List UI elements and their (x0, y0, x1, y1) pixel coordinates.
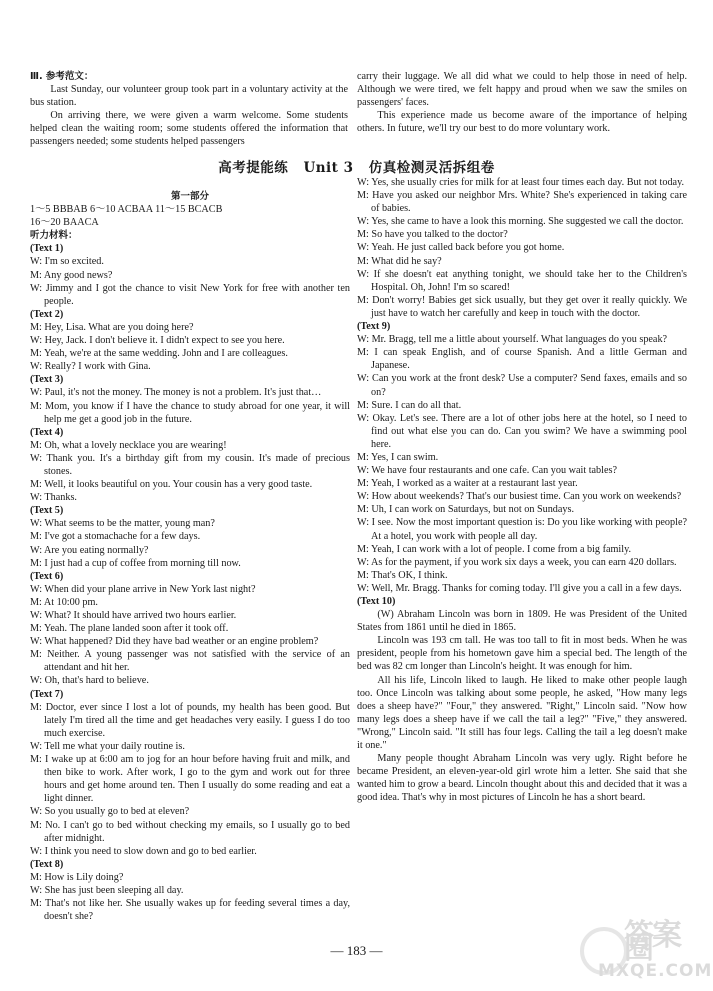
text-label: (Text 8) (30, 858, 64, 870)
model-essay-left (30, 70, 348, 149)
dialogue-line: W: Hey, Jack. I don't believe it. I didn't expect to see you here. (30, 335, 285, 347)
dialogue-line: M: Yeah, I worked as a waiter at a restaurant last year. (357, 478, 578, 490)
dialogue-line: M: Well, it looks beautiful on you. Your cousin has a very good taste. (30, 479, 313, 491)
dialogue-line: W: She has just been sleeping all day. (30, 884, 184, 896)
dialogue-line: W: What? It should have arrived two hours earlier. (30, 610, 237, 621)
dialogue-line: M: Yeah, we're at the same wedding. John and I are colleagues. (30, 348, 288, 360)
passage-paragraph: All his life, Lincoln liked to laugh. He liked to make other people laugh too. Once Lincoln was talking about some people, he asked, "How many legs does a sheep have?" "Four," they answered. "Right," Lincoln said. "Now how many legs does a sheep have if we call the tail a leg?" "Five," they answered. "Wrong," Lincoln said. "It still has four legs. Calling the tail a leg doesn't make it one." (357, 674, 687, 752)
dialogue-line: W: Oh, that's hard to believe. (30, 675, 149, 687)
page-number: — 183 — (330, 943, 383, 958)
dialogue-line: W: Jimmy and I got the chance to visit New York for free with another ten people. (30, 282, 350, 307)
dialogue-line: M: I can speak English, and of course Spanish. And a little German and Japanese. (357, 347, 687, 372)
dialogue-line: M: How is Lily doing? (30, 871, 124, 883)
dialogue-line: W: If she doesn't eat anything tonight, we should take her to the Children's Hospital. Oh, John! I'm so scared! (357, 268, 687, 293)
essay-paragraph: On arriving there, we were given a warm welcome. Some students helped clean the waiting room; some students offered the information that passengers needed; some students helped passengers (30, 110, 348, 148)
dialogue-line: M: Oh, what a lovely necklace you are wearing! (30, 439, 227, 451)
passage-paragraph: Lincoln was 193 cm tall. He was too tall to fit in most beds. When he was president, people from his hometown gave him a special bed. The length of the bed was 82 cm longer than Lincoln's height. It was enough for him. (357, 635, 687, 673)
dialogue-line: W: Are you eating normally? (30, 544, 149, 556)
text-label: (Text 5) (30, 505, 64, 517)
text-label: (Text 4) (30, 426, 64, 438)
dialogue-line: M: Have you asked our neighbor Mrs. White? She's experienced in taking care of babies. (357, 190, 687, 215)
model-essay-right (357, 70, 687, 135)
part-one-label: 第一部分 (170, 191, 209, 202)
text-label: (Text 1) (30, 243, 64, 255)
dialogue-line: W: Yes, she came to have a look this morning. She suggested we call the doctor. (357, 216, 684, 228)
dialogue-line: W: Can you work at the front desk? Use a computer? Send faxes, emails and so on? (357, 373, 687, 398)
dialogue-line: W: I'm so excited. (30, 256, 104, 268)
dialogue-line: M: So have you talked to the doctor? (357, 229, 508, 241)
dialogue-line: W: So you usually go to bed at eleven? (30, 806, 190, 818)
left-column (30, 190, 350, 923)
right-column (357, 176, 687, 805)
dialogue-line: M: Any good news? (30, 269, 113, 281)
essay-paragraph: carry their luggage. We all did what we could to help those in need of help. Although we were tired, we felt happy and proud when we saw the smiles on passengers' faces. (357, 71, 687, 109)
dialogue-line: M: Yeah, I can work with a lot of people. I come from a big family. (357, 543, 632, 555)
dialogue-line: W: What seems to be the matter, young man? (30, 518, 215, 530)
text-label: (Text 2) (30, 308, 64, 320)
passage-paragraph: (W) Abraham Lincoln was born in 1809. He was President of the United States from 1861 until he died in 1865. (357, 609, 687, 634)
dialogue-line: M: Yes, I can swim. (357, 451, 439, 463)
dialogue-line: M: Yeah. The plane landed soon after it took off. (30, 623, 229, 635)
dialogue-line: W: Well, Mr. Bragg. Thanks for coming today. I'll give you a call in a few days. (357, 582, 682, 594)
dialogue-line: W: Really? I work with Gina. (30, 361, 151, 373)
dialogue-line: W: Yes, she usually cries for milk for at least four times each day. But not today. (357, 177, 685, 188)
dialogue-line: W: Paul, it's not the money. The money is not a problem. It's just that… (30, 387, 322, 399)
dialogue-line: W: I think you need to slow down and go to bed earlier. (30, 845, 257, 857)
dialogue-line: W: Mr. Bragg, tell me a little about yourself. What languages do you speak? (357, 334, 668, 346)
watermark-cn: 答案圈 (624, 918, 680, 967)
section-title-unit: Unit 3 (303, 160, 354, 176)
dialogue-line: M: Doctor, ever since I lost a lot of pounds, my health has been good. But lately I'm tired all the time and get headaches very easily. I guess I do too much exercise. (30, 701, 350, 739)
dialogue-line: W: I see. Now the most important question is: Do you like working with people? At a hotel, you work with people all day. (357, 517, 687, 542)
essay-paragraph: Last Sunday, our volunteer group took part in a voluntary activity at the bus station. (30, 84, 348, 109)
text-label: (Text 6) (30, 570, 64, 582)
text-label: (Text 3) (30, 374, 64, 386)
watermark-en: MXQE.COM (598, 961, 713, 981)
dialogue-line: W: Tell me what your daily routine is. (30, 740, 185, 752)
essay-paragraph: This experience made us become aware of the importance of helping others. In future, we'll try our best to do more voluntary work. (357, 110, 687, 135)
section-title-left: 高考提能练 (218, 160, 289, 176)
dialogue-line: W: How about weekends? That's our busiest time. Can you work on weekends? (357, 491, 682, 503)
dialogue-line: W: When did your plane arrive in New York last night? (30, 583, 256, 595)
dialogue-line: M: Uh, I can work on Saturdays, but not on Sundays. (357, 504, 575, 516)
dialogue-line: M: At 10:00 pm. (30, 596, 98, 608)
dialogue-line: M: I've got a stomachache for a few days. (30, 531, 201, 543)
dialogue-line: M: That's not like her. She usually wakes up for feeding several times a day, doesn't she? (30, 898, 350, 923)
dialogue-line: W: Okay. Let's see. There are a lot of other jobs here at the hotel, so I need to find out what else you can do. Can you swim? We have a swimming pool here. (357, 412, 687, 450)
dialogue-line: M: I wake up at 6:00 am to jog for an hour before having fruit and milk, and then bike to work. After work, I go to the gym and work out for three hours and get home around ten. Then I usually do some reading and eat a light dinner. (30, 754, 350, 805)
listening-transcript-right (357, 176, 687, 805)
watermark-logo (578, 918, 713, 985)
dialogue-line: M: Sure. I can do all that. (357, 399, 462, 411)
text-label: (Text 7) (30, 688, 64, 700)
text-label: (Text 10) (357, 596, 396, 607)
dialogue-line: W: Thank you. It's a birthday gift from my cousin. It's made of precious stones. (30, 452, 350, 477)
section-title-right: 仿真检测灵活拆组卷 (368, 160, 495, 176)
dialogue-line: M: I just had a cup of coffee from morning till now. (30, 557, 241, 569)
answer-line: 16～20 BAACA (30, 217, 99, 229)
dialogue-line: M: What did he say? (357, 255, 442, 267)
answer-line: 1～5 BBBAB 6～10 ACBAA 11～15 BCACB (30, 204, 223, 216)
dialogue-line: M: Hey, Lisa. What are you doing here? (30, 321, 194, 333)
dialogue-line: W: We have four restaurants and one cafe. Can you wait tables? (357, 465, 617, 477)
dialogue-line: M: Mom, you know if I have the chance to study abroad for one year, it will help me get a good job in the future. (30, 400, 350, 425)
text-label: (Text 9) (357, 321, 391, 333)
passage-paragraph: Many people thought Abraham Lincoln was very ugly. Right before he became President, an eleven-year-old girl wrote him a letter. She said that she wanted him to grow a beard. Lincoln thought about this and decided that it was a good idea. That's why in most pictures of Lincoln he has a short beard. (357, 753, 687, 804)
dialogue-line: M: That's OK, I think. (357, 569, 448, 581)
listening-label: 听力材料： (30, 230, 78, 242)
dialogue-line: W: What happened? Did they have bad weather or an engine problem? (30, 636, 319, 648)
dialogue-line: W: Thanks. (30, 492, 77, 504)
dialogue-line: M: No. I can't go to bed without checking my emails, so I usually go to bed after midnight. (30, 819, 350, 844)
section-title (0, 162, 713, 175)
dialogue-line: M: Neither. A young passenger was not satisfied with the service of an attendant and hit her. (30, 649, 350, 674)
model-essay-heading: Ⅲ. 参考范文： (30, 71, 94, 82)
listening-transcript-left (30, 242, 350, 923)
dialogue-line: W: Yeah. He just called back before you got home. (357, 242, 565, 254)
dialogue-line: W: As for the payment, if you work six days a week, you can earn 420 dollars. (357, 556, 677, 568)
dialogue-line: M: Don't worry! Babies get sick usually, but they get over it really quickly. We just have to watch her carefully and keep in touch with the doctor. (357, 294, 687, 319)
